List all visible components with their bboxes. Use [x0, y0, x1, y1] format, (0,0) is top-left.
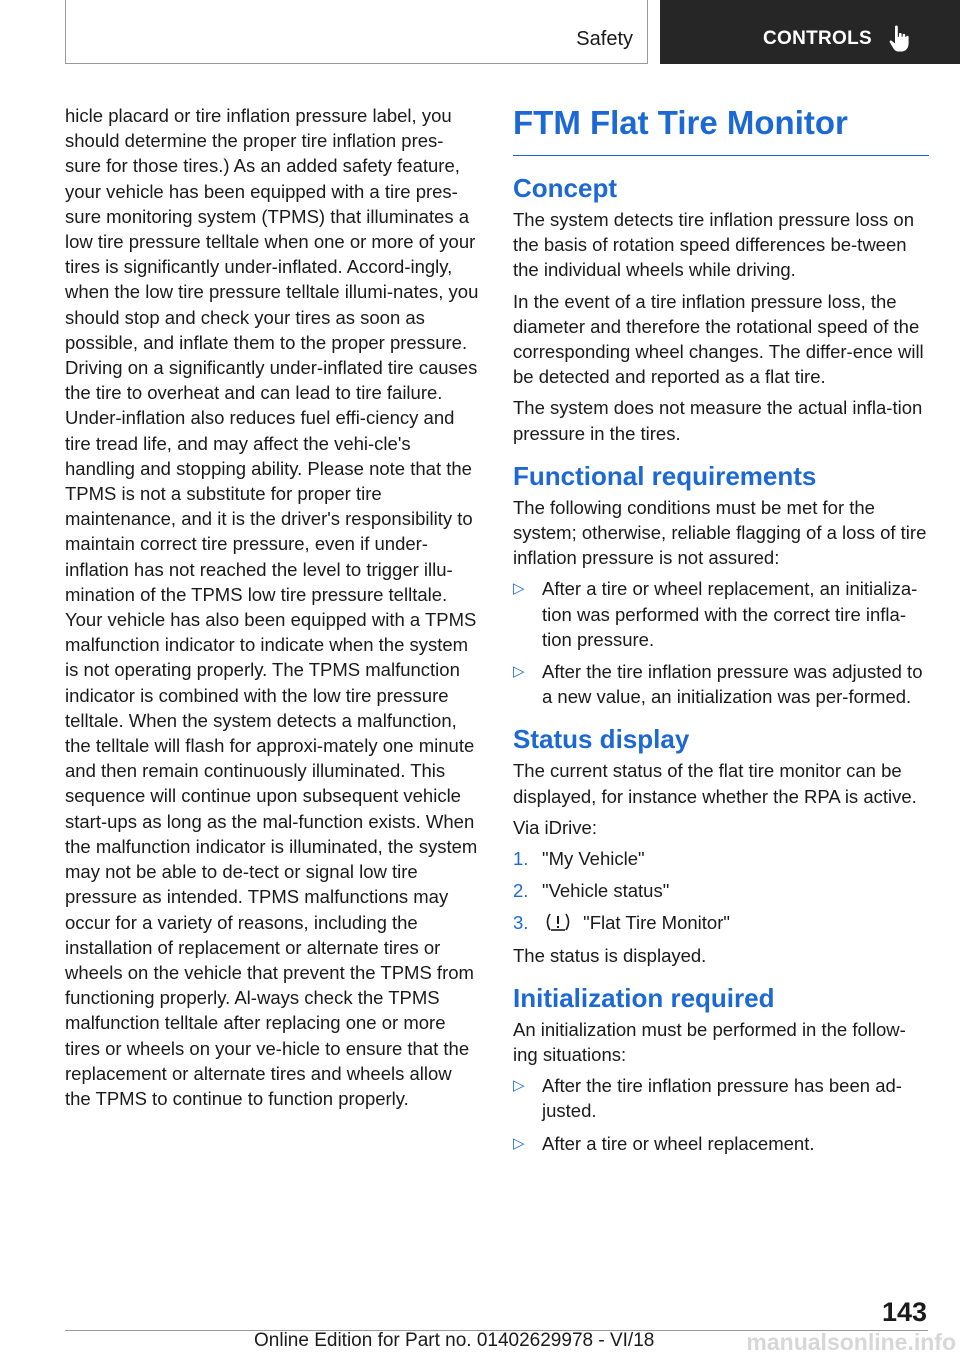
watermark: manualsonline.info: [746, 1329, 956, 1355]
bullet-text: After a tire or wheel replacement.: [542, 1132, 815, 1154]
chapter-tab[interactable]: [660, 0, 960, 64]
step-number: 2.: [513, 880, 529, 902]
list-item: [513, 910, 929, 935]
section-title: Safety: [576, 28, 633, 50]
tpms-notice-paragraph: hicle placard or tire inflation pressure label, you should determine the proper tire inflation pres‐sure for those tires.) As an added safety feature, your vehicle has been equipped with a tire pres‐sure monitoring system (TPMS) that illuminates a low tire pressure telltale when one or more of your tires is significantly under-inflated. Accord‐ingly, when the low tire pressure telltale illumi‐nates, you should stop and check your tires as soon as possible, and inflate them to the proper pressure. Driving on a significantly under-inflated tire causes the tire to overheat and can lead to tire failure. Under-inflation also reduces fuel effi‐ciency and tire tread life, and may affect the vehi‐cle's handling and stopping ability. Please note that the TPMS is not a substitute for proper tire maintenance, and it is the driver's responsibility to maintain correct tire pressure, even if under-inflation has not reached the level to trigger illu‐mination of the TPMS low tire pressure telltale. Your vehicle has also been equipped with a TPMS malfunction indicator to indicate when the system is not operating properly. The TPMS malfunction indicator is combined with the low tire pressure telltale. When the system detects a malfunction, the telltale will flash for approxi‐mately one minute and then remain continuously illuminated. This sequence will continue upon subsequent vehicle start-ups as long as the mal‐function exists. When the malfunction indicator is illuminated, the system may not be able to de‐tect or signal low tire pressure as intended. TPMS malfunctions may occur for a variety of reasons, including the installation of replacement or alternate tires or wheels on the vehicle that prevent the TPMS from functioning properly. Al‐ways check the TPMS malfunction telltale after replacing one or more tires or wheels on your ve‐hicle to ensure that the replacement or alternate tires and wheels allow the TPMS to continue to function properly.: [65, 105, 479, 1109]
concept-heading: Concept: [513, 173, 617, 203]
bullet-text: After the tire inflation pressure has been ad‐justed.: [542, 1075, 902, 1122]
hand-pointer-icon: [888, 24, 914, 54]
step-text: "My Vehicle": [542, 848, 645, 870]
left-column: [65, 103, 479, 1111]
header-section-box: [65, 0, 648, 64]
via-idrive-label: Via iDrive:: [513, 816, 597, 838]
initialization-intro: An initialization must be performed in the follow‐ing situations:: [513, 1018, 906, 1066]
chapter-label: CONTROLS: [763, 28, 873, 49]
list-item: [513, 1073, 929, 1123]
bullet-triangle-icon: ▷: [513, 663, 525, 681]
tire-pressure-warning-icon: [542, 912, 574, 932]
idrive-steps: [513, 846, 929, 936]
step-text: "Flat Tire Monitor": [583, 912, 730, 934]
edition-text: Online Edition for Part no. 01402629978 - VI/18: [254, 1330, 655, 1351]
initialization-heading: Initialization required: [513, 982, 775, 1013]
step-number: 3.: [513, 912, 529, 934]
page-number: 143: [881, 1297, 927, 1327]
step-text: "Vehicle status": [542, 880, 670, 902]
status-display-heading: Status display: [513, 724, 690, 755]
functional-requirements-heading: Functional requirements: [513, 460, 817, 491]
bullet-triangle-icon: ▷: [513, 580, 525, 598]
functional-bullet-list: [513, 576, 929, 709]
initialization-bullet-list: [513, 1073, 929, 1156]
bullet-triangle-icon: ▷: [513, 1134, 525, 1152]
concept-paragraph: The system detects tire inflation pressure loss on the basis of rotation speed differences be‐tween the individual wheels while driving.: [513, 209, 915, 281]
list-item: [513, 576, 929, 652]
bullet-triangle-icon: ▷: [513, 1077, 525, 1095]
functional-intro: The following conditions must be met for the system; otherwise, reliable flagging of a loss of tire inflation pressure is not assured:: [513, 496, 927, 569]
list-item: [513, 659, 929, 709]
status-result: The status is displayed.: [513, 944, 707, 966]
concept-paragraph: The system does not measure the actual infla‐tion pressure in the tires.: [513, 397, 923, 444]
bullet-text: After the tire inflation pressure was adjusted to a new value, an initialization was per‐formed.: [542, 661, 923, 708]
list-item: [513, 846, 929, 871]
bullet-text: After a tire or wheel replacement, an initializa‐tion was performed with the correct tire infla‐tion pressure.: [542, 578, 918, 650]
list-item: [513, 1131, 929, 1156]
status-intro: The current status of the flat tire monitor can be displayed, for instance whether the RPA is active.: [513, 760, 917, 807]
right-column: [513, 103, 929, 1163]
step-number: 1.: [513, 848, 529, 870]
page-title: FTM Flat Tire Monitor: [513, 103, 929, 156]
list-item: [513, 878, 929, 903]
concept-paragraph: In the event of a tire inflation pressure loss, the diameter and therefore the rotational speed of the corresponding wheel changes. The differ‐ence will be detected and reported as a flat tire.: [513, 290, 924, 388]
